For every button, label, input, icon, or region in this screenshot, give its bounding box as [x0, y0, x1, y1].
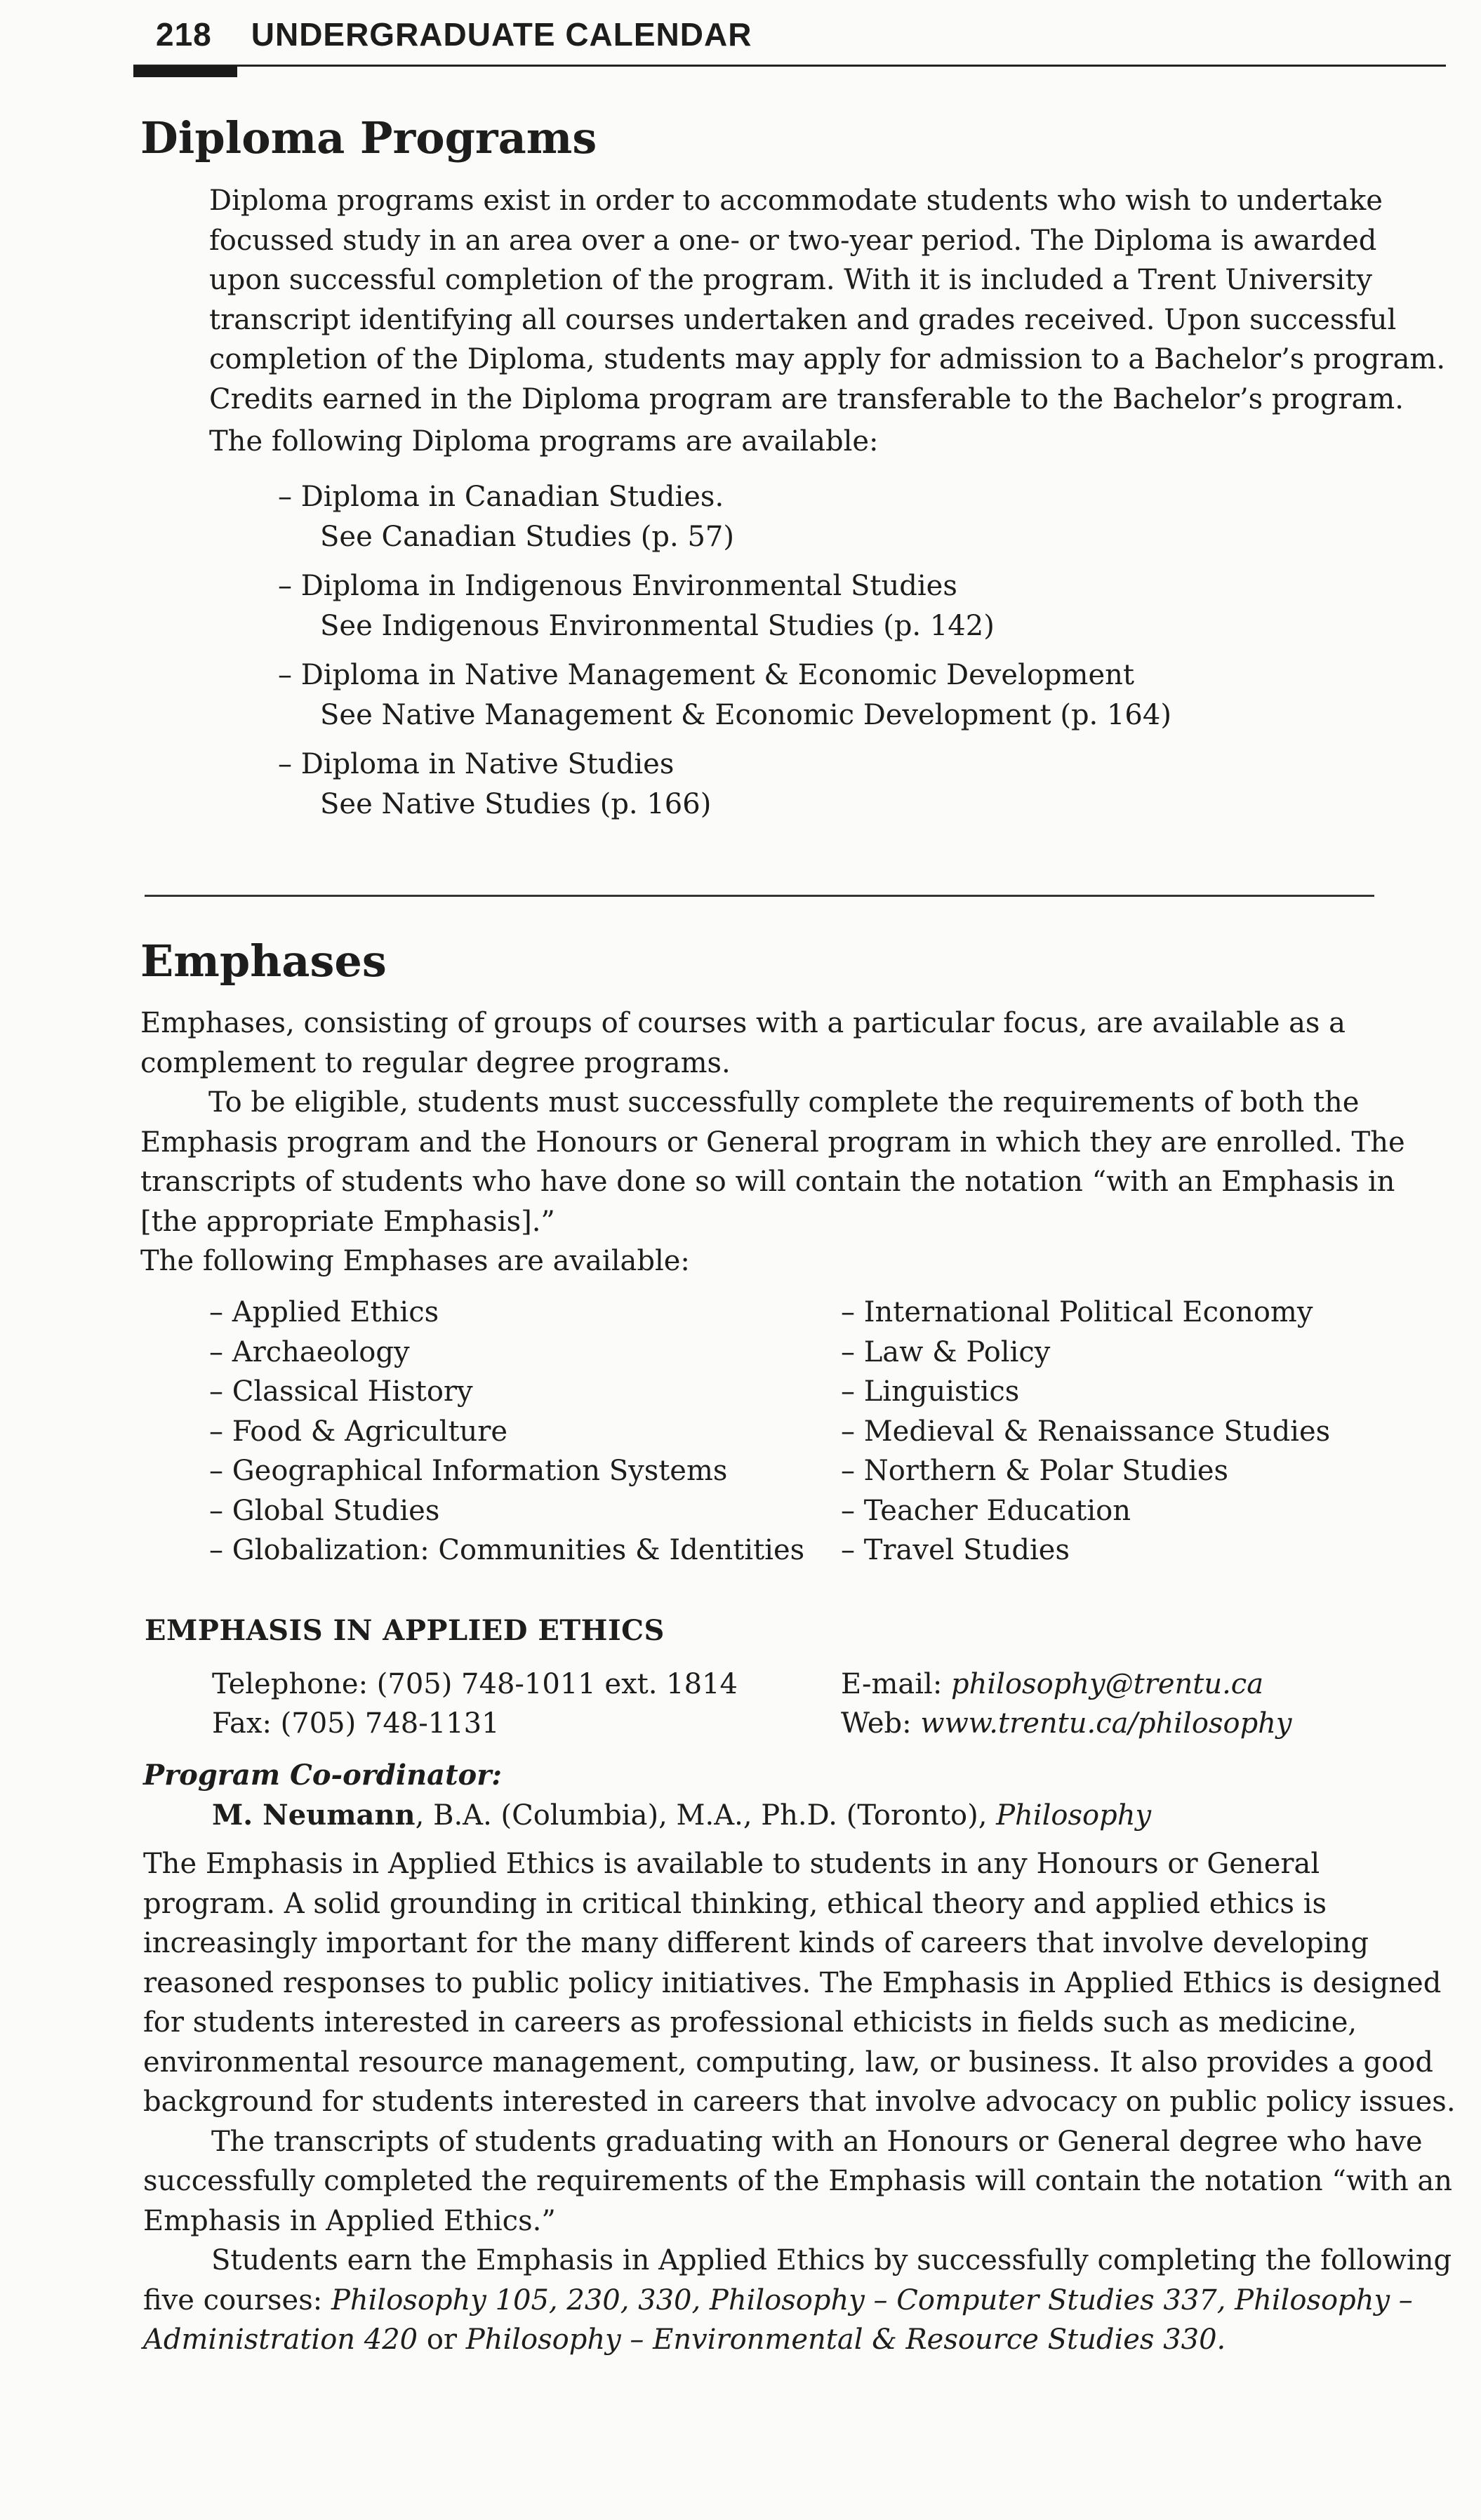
section-divider: [145, 895, 1374, 897]
courses-intro: Students earn the Emphasis in Applied Ethics by successfully completing the following five courses:: [143, 2244, 1452, 2316]
header-rule-accent: [133, 66, 237, 77]
list-item: – Globalization: Communities & Identities: [209, 1534, 805, 1566]
coordinator-name: M. Neumann: [212, 1799, 416, 1832]
list-item: – Teacher Education: [841, 1494, 1131, 1527]
web-line: [841, 1704, 1292, 1743]
coordinator-credentials: , B.A. (Columbia), M.A., Ph.D. (Toronto),: [415, 1799, 997, 1832]
list-item: – Travel Studies: [841, 1534, 1070, 1566]
web-label: Web:: [841, 1707, 921, 1740]
list-item: – Northern & Polar Studies: [841, 1455, 1229, 1487]
header-title: UNDERGRADUATE CALENDAR: [251, 16, 752, 53]
courses-or: or: [418, 2324, 466, 2356]
coordinator-label: Program Co-ordinator:: [143, 1759, 503, 1792]
diploma-section: [209, 181, 1455, 462]
email-label: E-mail:: [841, 1668, 952, 1700]
applied-ethics-paragraph: The transcripts of students graduating with an Honours or General degree who have successfully completed the requirements of the Emphasis will contain the notation “with an Emphasis in Applied Ethics.”: [143, 2125, 1453, 2237]
diploma-paragraph: Diploma programs exist in order to accommodate students who wish to undertake focussed study in an area over a one- or two-year period. The Diploma is awarded upon successful completion of the program. With it is included a Trent University transcript identifying all courses undertaken and grades received. Upon successful completion of the Diploma, students may apply for admission to a Bachelor’s program. Credits earned in the Diploma program are transferable to the Bachelor’s program.: [209, 185, 1446, 415]
diploma-item-see: See Canadian Studies (p. 57): [320, 520, 734, 553]
page-header: [156, 15, 752, 53]
telephone: Telephone: (705) 748-1011 ext. 1814: [212, 1668, 738, 1700]
web-link[interactable]: www.trentu.ca/philosophy: [920, 1707, 1292, 1740]
emphases-intro: The following Emphases are available:: [140, 1245, 690, 1277]
emphases-left-column: [209, 1293, 804, 1571]
list-item: – International Political Economy: [841, 1296, 1313, 1328]
list-item: [278, 477, 1401, 556]
list-item: – Medieval & Renaissance Studies: [841, 1415, 1331, 1448]
contact-web-block: [841, 1665, 1292, 1743]
course-alternative: Philosophy – Environmental & Resource Studies 330.: [465, 2324, 1226, 2356]
diploma-item-see: See Native Studies (p. 166): [320, 787, 712, 820]
list-item: [278, 745, 1401, 824]
coordinator-department: Philosophy: [996, 1799, 1152, 1832]
list-item: – Classical History: [209, 1375, 473, 1408]
emphases-paragraph: Emphases, consisting of groups of courses with a particular focus, are available as a complement to regular degree programs.: [140, 1007, 1346, 1079]
emphases-right-column: [841, 1293, 1330, 1571]
applied-ethics-body: [143, 1844, 1457, 2360]
list-item: – Linguistics: [841, 1375, 1020, 1408]
diploma-intro: The following Diploma programs are available:: [209, 425, 879, 458]
header-rule: [133, 65, 1446, 67]
email-line: [841, 1665, 1292, 1704]
coordinator-line: [212, 1796, 1151, 1835]
diploma-item-name: – Diploma in Native Studies: [278, 748, 675, 780]
emphases-section: [140, 1004, 1453, 1281]
email-link[interactable]: philosophy@trentu.ca: [951, 1668, 1264, 1700]
list-item: – Geographical Information Systems: [209, 1455, 728, 1487]
applied-ethics-paragraph: The Emphasis in Applied Ethics is available to students in any Honours or General program. A solid grounding in critical thinking, ethical theory and applied ethics is increasingly important for the many different kinds of careers that involve developing reasoned responses to public policy initiatives. The Emphasis in Applied Ethics is designed for students interested in careers as professional ethicists in fields such as medicine, environmental resource management, computing, law, or business. It also provides a good background for students interested in careers that involve advocacy on public policy issues.: [143, 1848, 1456, 2118]
page-number: 218: [156, 16, 212, 53]
list-item: – Archaeology: [209, 1335, 410, 1368]
diploma-heading: Diploma Programs: [140, 112, 597, 164]
diploma-item-name: – Diploma in Indigenous Environmental Studies: [278, 570, 957, 602]
list-item: [278, 566, 1401, 646]
diploma-item-name: – Diploma in Canadian Studies.: [278, 481, 724, 513]
diploma-item-name: – Diploma in Native Management & Economic Development: [278, 659, 1134, 691]
list-item: – Law & Policy: [841, 1335, 1051, 1368]
diploma-item-see: See Native Management & Economic Development (p. 164): [320, 698, 1171, 731]
list-item: – Food & Agriculture: [209, 1415, 508, 1448]
list-item: – Applied Ethics: [209, 1296, 439, 1328]
diploma-item-see: See Indigenous Environmental Studies (p. 142): [320, 609, 995, 642]
contact-phone-block: [212, 1665, 738, 1743]
applied-ethics-courses-paragraph: [143, 2241, 1457, 2360]
applied-ethics-heading: EMPHASIS IN APPLIED ETHICS: [145, 1614, 665, 1647]
emphases-paragraph: To be eligible, students must successfully complete the requirements of both the Emphasis program and the Honours or General program in which they are enrolled. The transcripts of students who have done so will contain the notation “with an Emphasis in [the appropriate Emphasis].”: [140, 1086, 1405, 1238]
course-list: Philosophy 105, 230, 330, Philosophy – Computer Studies 337, Philosophy – Administration 420: [143, 2284, 1413, 2356]
diploma-list: [278, 477, 1401, 824]
emphases-heading: Emphases: [140, 935, 387, 987]
fax: Fax: (705) 748-1131: [212, 1707, 500, 1740]
list-item: – Global Studies: [209, 1494, 440, 1527]
list-item: [278, 655, 1401, 735]
